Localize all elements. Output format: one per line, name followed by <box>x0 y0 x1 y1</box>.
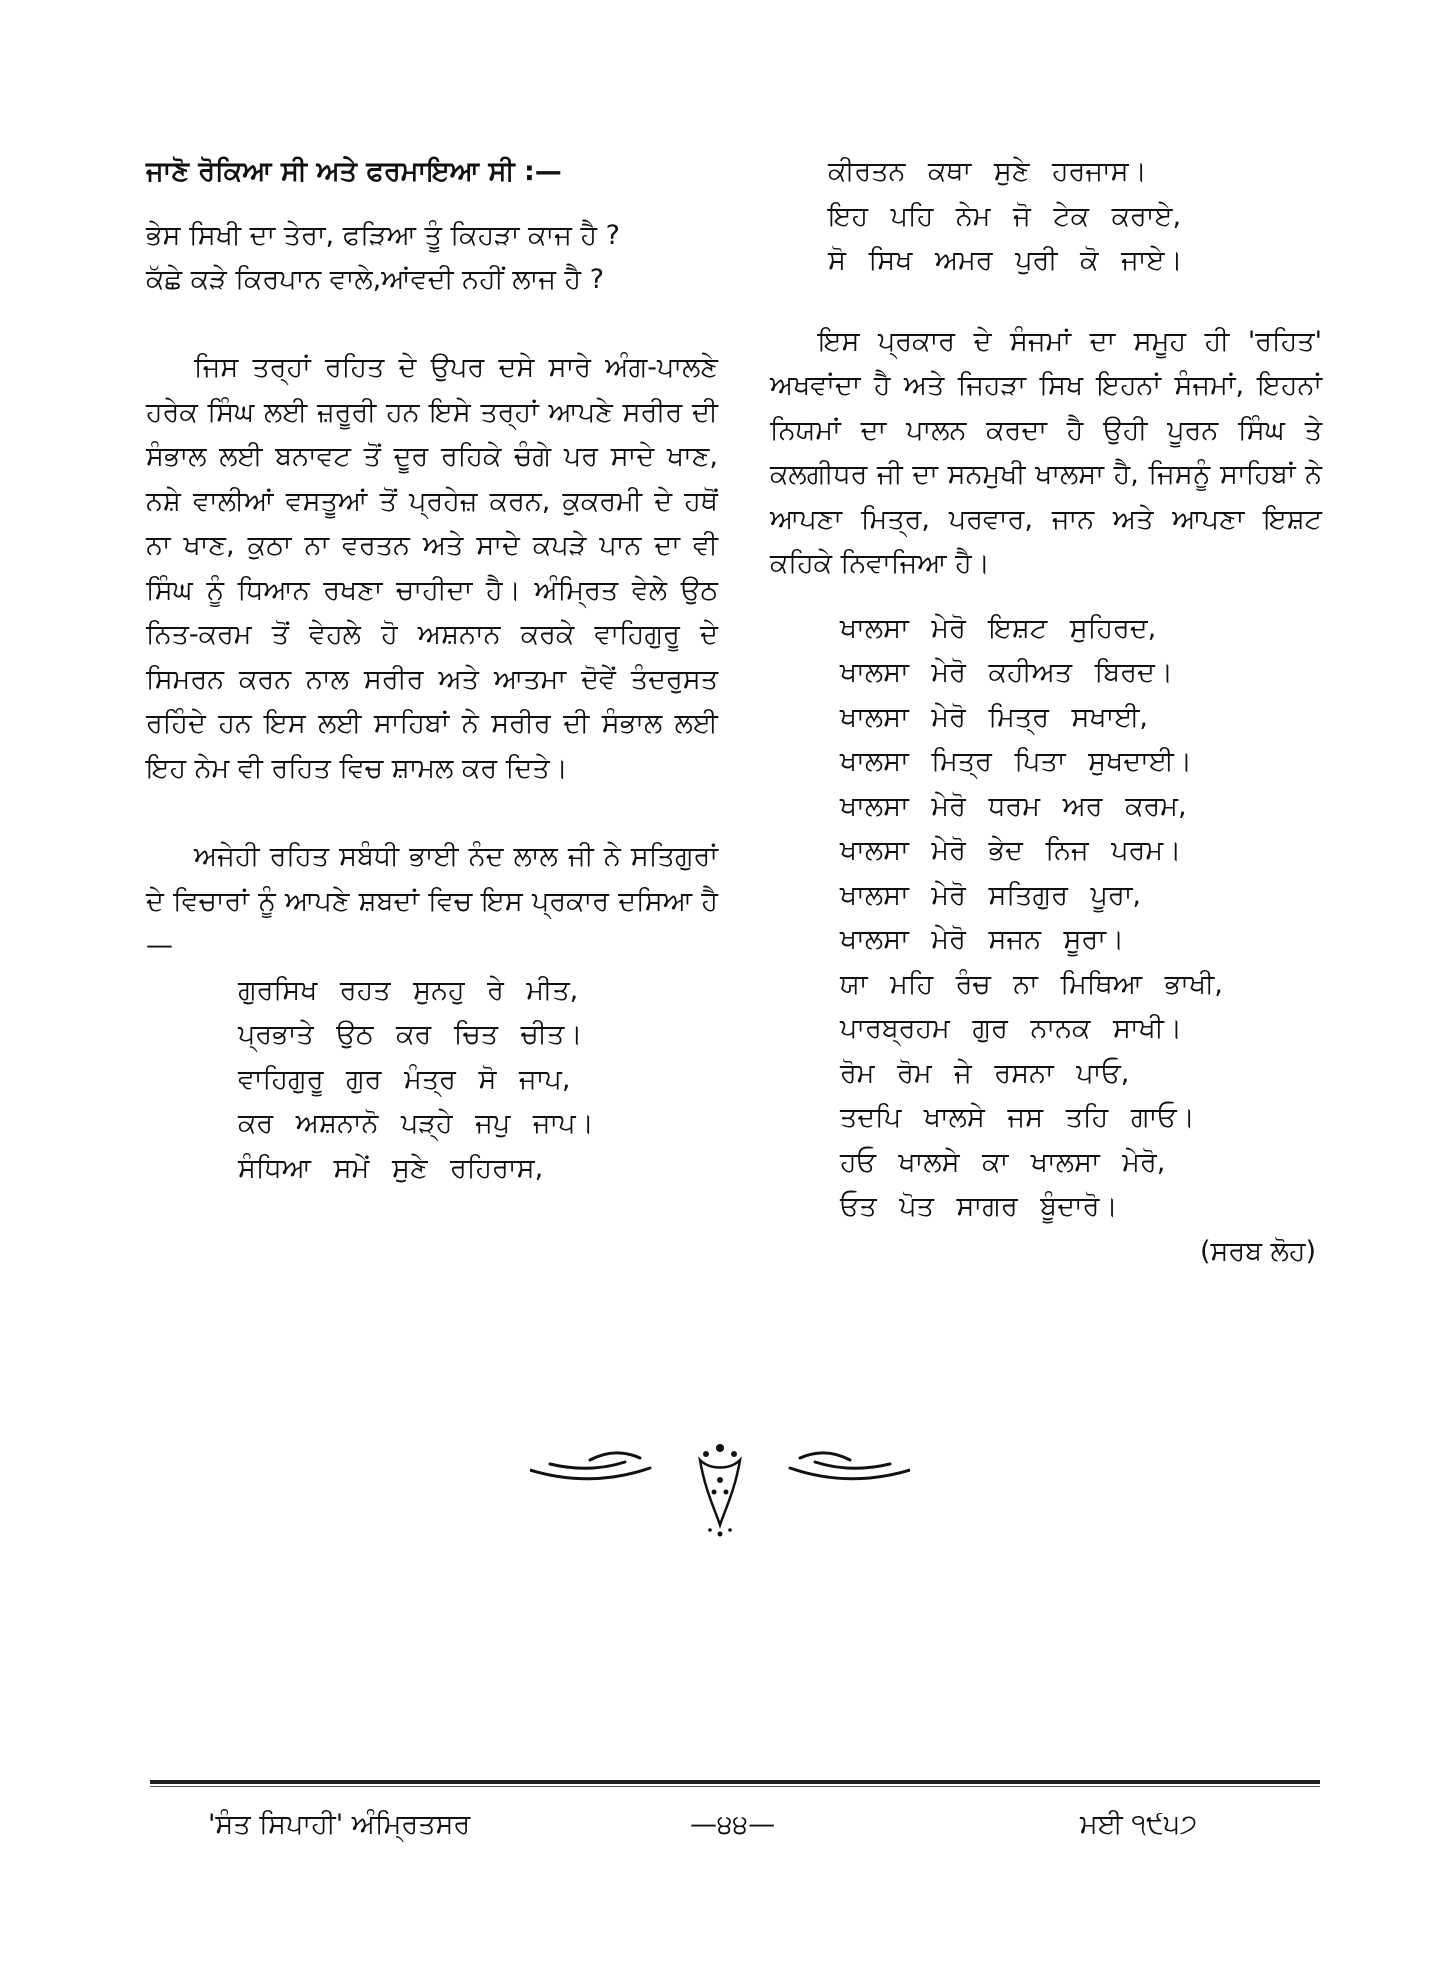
verse-line: ਸੋ ਸਿਖ ਅਮਰ ਪੁਰੀ ਕੋ ਜਾਏ। <box>828 245 1183 276</box>
couplet-line: ਭੇਸ ਸਿਖੀ ਦਾ ਤੇਰਾ, ਫੜਿਆ ਤੂੰ ਕਿਹੜਾ ਕਾਜ ਹੈ ? <box>146 220 620 251</box>
verse-line: ਪਾਰਬ੍ਰਹਮ ਗੁਰ ਨਾਨਕ ਸਾਖੀ। <box>840 1013 1183 1044</box>
footer-rule-thin <box>150 1786 1320 1787</box>
ornament-left-flourish <box>530 1453 650 1479</box>
verse-line: ਖਾਲਸਾ ਮੇਰੋ ਧਰਮ ਅਰ ਕਰਮ, <box>840 790 1187 822</box>
page-number: —੪੪— <box>690 1809 776 1840</box>
verse-line: ਪ੍ਰਭਾਤੇ ਉਠ ਕਰ ਚਿਤ ਚੀਤ। <box>238 1019 583 1050</box>
verse-line: ਯਾ ਮਹਿ ਰੰਚ ਨਾ ਮਿਥਿਆ ਭਾਖੀ, <box>840 968 1223 1000</box>
paragraph-2: ਅਜੇਹੀ ਰਹਿਤ ਸਬੰਧੀ ਭਾਈ ਨੰਦ ਲਾਲ ਜੀ ਨੇ ਸਤਿਗੁਰਾਂ ਦੇ ਵਿਚਾਰਾਂ ਨੂੰ ਆਪਣੇ ਸ਼ਬਦਾਂ ਵਿਚ ਇਸ ਪ੍ਰਕਾਰ ਦਸਿਆ ਹੈ— <box>146 841 718 961</box>
verse-line: ਹਓ ਖਾਲਸੇ ਕਾ ਖਾਲਸਾ ਮੇਰੋ, <box>840 1146 1166 1178</box>
verse-block-khalsa <box>770 607 1322 1230</box>
issue-date: ਮਈ ੧੯੫੭ <box>1080 1809 1198 1840</box>
verse-line: ਖਾਲਸਾ ਮੇਰੋ ਸਜਨ ਸੂਰਾ। <box>840 924 1125 955</box>
couplet-line: ਕੱਛੇ ਕੜੇ ਕਿਰਪਾਨ ਵਾਲੇ,ਆਂਵਦੀ ਨਹੀਂ ਲਾਜ ਹੈ ? <box>146 264 605 295</box>
verse-line: ਇਹ ਪਹਿ ਨੇਮ ਜੋ ਟੇਕ ਕਰਾਏ, <box>828 200 1182 232</box>
verse-line: ਕਰ ਅਸ਼ਨਾਨੋ ਪੜ੍ਹੇ ਜਪੁ ਜਾਪ। <box>238 1108 594 1139</box>
verse-credit: (ਸਰਬ ਲੋਹ) <box>1199 1235 1316 1267</box>
paragraph-1: ਜਿਸ ਤਰ੍ਹਾਂ ਰਹਿਤ ਦੇ ਉਪਰ ਦਸੇ ਸਾਰੇ ਅੰਗ-ਪਾਲਣੇ ਹਰੇਕ ਸਿੰਘ ਲਈ ਜ਼ਰੂਰੀ ਹਨ ਇਸੇ ਤਰ੍ਹਾਂ ਆਪਣੇ ਸਰੀਰ ਦੀ ਸੰਭਾਲ ਲਈ ਬਨਾਵਟ ਤੋਂ ਦੂਰ ਰਹਿਕੇ ਚੰਗੇ ਪਰ ਸਾਦੇ ਖਾਣ, ਨਸ਼ੇ ਵਾਲੀਆਂ ਵਸਤੂਆਂ ਤੋਂ ਪ੍ਰਹੇਜ਼ ਕਰਨ, ਕੁਕਰਮੀ ਦੇ ਹਥੋਂ ਨਾ ਖਾਣ, ਕੁਠਾ ਨਾ ਵਰਤਨ ਅਤੇ ਸਾਦੇ ਕਪੜੇ ਪਾਨ ਦਾ ਵੀ ਸਿੰਘ ਨੂੰ ਧਿਆਨ ਰਖਣਾ ਚਾਹੀਦਾ ਹੈ। ਅੰਮ੍ਰਿਤ ਵੇਲੇ ਉਠ ਨਿਤ-ਕਰਮ ਤੋਂ ਵੇਹਲੇ ਹੋ ਅਸ਼ਨਾਨ ਕਰਕੇ ਵਾਹਿਗੁਰੂ ਦੇ ਸਿਮਰਨ ਕਰਨ ਨਾਲ ਸਰੀਰ ਅਤੇ ਆਤਮਾ ਦੋਵੇਂ ਤੰਦਰੁਸਤ ਰਹਿੰਦੇ ਹਨ ਇਸ ਲਈ ਸਾਹਿਬਾਂ ਨੇ ਸਰੀਰ ਦੀ ਸੰਭਾਲ ਲਈ ਇਹ ਨੇਮ ਵੀ ਰਹਿਤ ਵਿਚ ਸ਼ਾਮਲ ਕਰ ਦਿਤੇ। <box>146 352 718 784</box>
right-column <box>770 150 1322 1274</box>
verse-line: ਖਾਲਸਾ ਮੇਰੋ ਭੇਦ ਨਿਜ ਪਰਮ। <box>840 835 1182 866</box>
verse-line: ਤਦਪਿ ਖਾਲਸੇ ਜਸ ਤਹਿ ਗਾਓ। <box>840 1102 1195 1133</box>
verse-line: ਖਾਲਸਾ ਮੇਰੋ ਕਹੀਅਤ ਬਿਰਦ। <box>840 657 1174 688</box>
ornament-right-flourish <box>790 1453 910 1479</box>
verse-line: ਕੀਰਤਨ ਕਥਾ ਸੁਣੇ ਹਰਜਾਸ। <box>828 156 1147 187</box>
left-column <box>146 150 718 1191</box>
verse-line: ਰੋਮ ਰੋਮ ਜੇ ਰਸਨਾ ਪਾਓ, <box>840 1057 1130 1089</box>
verse-line: ਖਾਲਸਾ ਮੇਰੋ ਇਸ਼ਟ ਸੁਹਿਰਦ, <box>840 612 1157 644</box>
footer-rule <box>150 1780 1320 1784</box>
verse-line: ਓਤ ਪੋਤ ਸਾਗਰ ਬੂੰਦਾਰੋ। <box>840 1191 1118 1222</box>
verse-line: ਗੁਰਸਿਖ ਰਹਤ ਸੁਨਹੁ ਰੇ ਮੀਤ, <box>238 974 579 1006</box>
ornament-center-motif <box>700 1444 740 1537</box>
verse-line: ਖਾਲਸਾ ਮੇਰੋ ਸਤਿਗੁਰ ਪੂਰਾ, <box>840 879 1141 911</box>
paragraph-3: ਇਸ ਪ੍ਰਕਾਰ ਦੇ ਸੰਜਮਾਂ ਦਾ ਸਮੂਹ ਹੀ 'ਰਹਿਤ' ਅਖਵਾਂਦਾ ਹੈ ਅਤੇ ਜਿਹੜਾ ਸਿਖ ਇਹਨਾਂ ਸੰਜਮਾਂ, ਇਹਨਾਂ ਨਿਯਮਾਂ ਦਾ ਪਾਲਨ ਕਰਦਾ ਹੈ ਉਹੀ ਪੂਰਨ ਸਿੰਘ ਤੇ ਕਲਗੀਧਰ ਜੀ ਦਾ ਸਨਮੁਖੀ ਖਾਲਸਾ ਹੈ, ਜਿਸਨੂੰ ਸਾਹਿਬਾਂ ਨੇ ਆਪਣਾ ਮਿਤ੍ਰ, ਪਰਵਾਰ, ਜਾਨ ਅਤੇ ਆਪਣਾ ਇਸ਼ਟ ਕਹਿਕੇ ਨਿਵਾਜਿਆ ਹੈ। <box>770 325 1322 579</box>
ornament-divider <box>530 1430 910 1540</box>
verse-block-top <box>770 150 1322 284</box>
verse-line: ਖਾਲਸਾ ਮੇਰੋ ਮਿਤ੍ਰ ਸਖਾਈ, <box>840 701 1148 733</box>
verse-line: ਵਾਹਿਗੁਰੂ ਗੁਰ ਮੰਤ੍ਰ ਸੋ ਜਾਪ, <box>238 1063 571 1095</box>
verse-line: ਸੰਧਿਆ ਸਮੇਂ ਸੁਣੇ ਰਹਿਰਾਸ, <box>238 1152 544 1184</box>
intro-line: ਜਾਣੋ ਰੋਕਿਆ ਸੀ ਅਤੇ ਫਰਮਾਇਆ ਸੀ :— <box>146 156 562 187</box>
verse-line: ਖਾਲਸਾ ਮਿਤ੍ਰ ਪਿਤਾ ਸੁਖਦਾਈ। <box>840 746 1193 777</box>
publication-name: 'ਸੰਤ ਸਿਪਾਹੀ' ਅੰਮ੍ਰਿਤਸਰ <box>208 1809 471 1840</box>
page-footer <box>0 1805 1437 1845</box>
verse-block-left <box>146 969 718 1192</box>
